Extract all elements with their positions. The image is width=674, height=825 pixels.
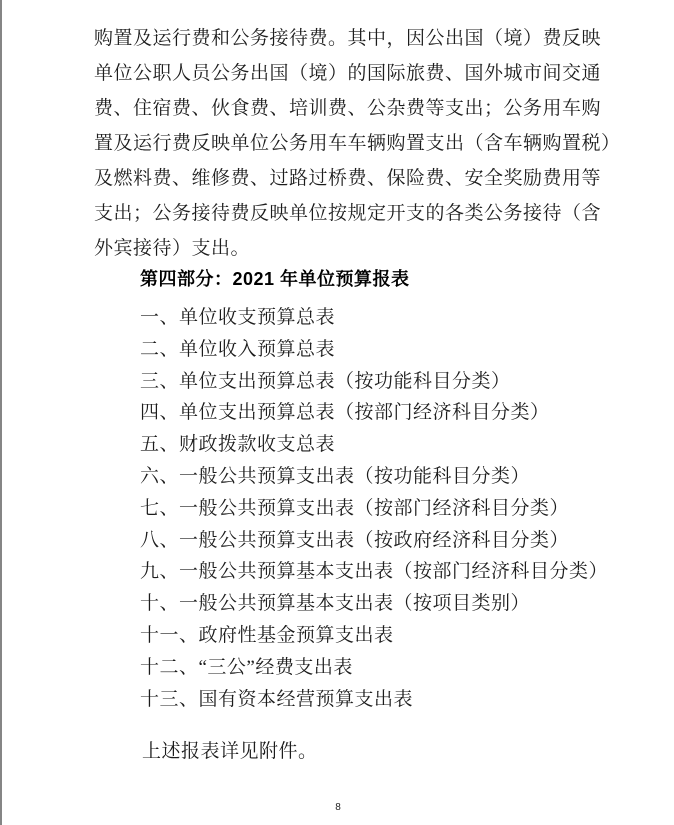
paragraph-line: 购置及运行费和公务接待费。其中，因公出国（境）费反映 <box>94 28 602 49</box>
report-list <box>140 302 608 715</box>
report-list-item: 八、一般公共预算支出表（按政府经济科目分类） <box>140 529 570 551</box>
report-list-item: 十二、“三公”经费支出表 <box>140 656 353 678</box>
body-paragraph <box>94 21 621 266</box>
report-list-item: 二、单位收入预算总表 <box>140 338 336 360</box>
paragraph-line: 置及运行费反映单位公务用车车辆购置支出（含车辆购置税） <box>94 133 621 154</box>
report-list-item: 六、一般公共预算支出表（按功能科目分类） <box>140 465 531 487</box>
report-list-item: 十三、国有资本经营预算支出表 <box>140 688 414 710</box>
closing-note: 上述报表详见附件。 <box>142 741 318 762</box>
report-list-item: 四、单位支出预算总表（按部门经济科目分类） <box>140 402 550 424</box>
section-heading: 第四部分：2021 年单位预算报表 <box>140 269 410 289</box>
report-list-item: 十一、政府性基金预算支出表 <box>140 624 394 646</box>
report-list-item: 九、一般公共预算基本支出表（按部门经济科目分类） <box>140 561 609 583</box>
report-list-item: 一、单位收支预算总表 <box>140 307 336 328</box>
paragraph-line: 外宾接待）支出。 <box>94 238 251 259</box>
page-number: 8 <box>335 802 341 813</box>
paragraph-line: 及燃料费、维修费、过路过桥费、保险费、安全奖励费用等 <box>94 168 602 189</box>
paragraph-line: 单位公职人员公务出国（境）的国际旅费、国外城市间交通 <box>94 63 602 84</box>
report-list-item: 五、财政拨款收支总表 <box>140 434 336 456</box>
report-list-item: 七、一般公共预算支出表（按部门经济科目分类） <box>140 497 570 519</box>
paragraph-line: 费、住宿费、伙食费、培训费、公杂费等支出；公务用车购 <box>94 98 602 119</box>
report-list-item: 十、一般公共预算基本支出表（按项目类别） <box>140 593 531 615</box>
paragraph-line: 支出；公务接待费反映单位按规定开支的各类公务接待（含 <box>94 203 602 224</box>
report-list-item: 三、单位支出预算总表（按功能科目分类） <box>140 370 511 392</box>
